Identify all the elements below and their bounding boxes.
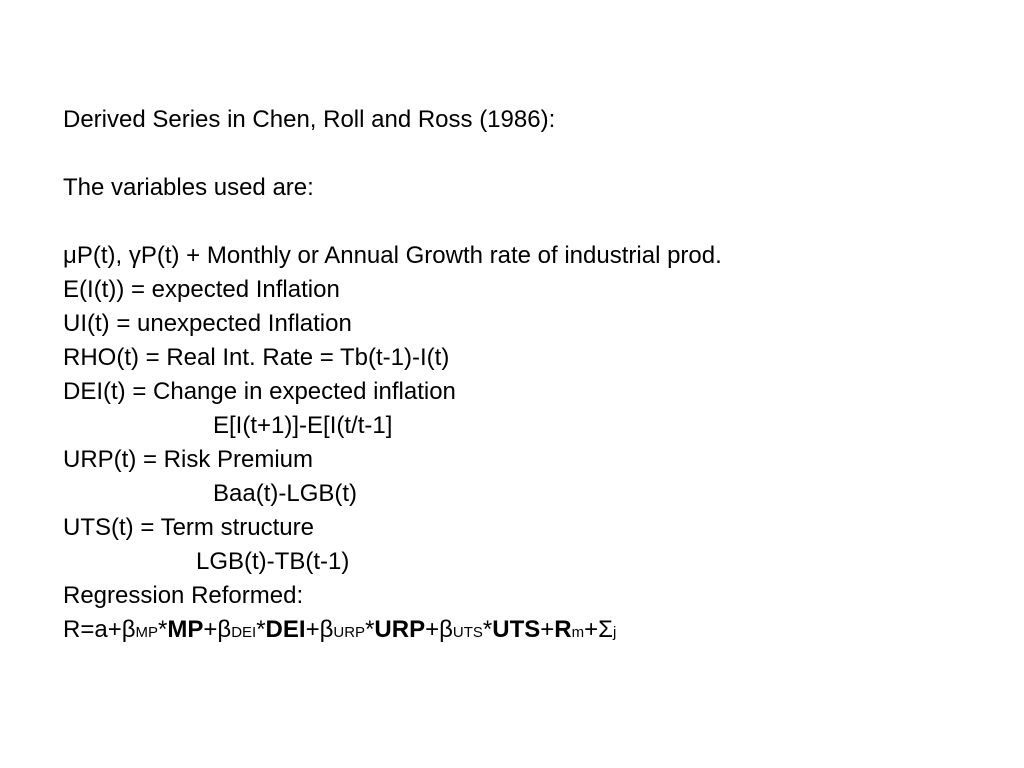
eq-subscript-uts: UTS (452, 624, 483, 641)
variable-line-dei: DEI(t) = Change in expected inflation (63, 378, 456, 405)
eq-part: +Σ (584, 616, 613, 643)
eq-term-r: R (554, 616, 572, 643)
eq-subscript-mp: MP (135, 624, 159, 641)
eq-subscript-dei: DEI (231, 624, 257, 641)
slide-body (63, 103, 1003, 647)
heading: Derived Series in Chen, Roll and Ross (1986): (63, 106, 556, 133)
intro-text: The variables used are: (63, 174, 314, 201)
eq-star: * (158, 616, 168, 643)
eq-subscript-j: j (612, 624, 617, 641)
eq-part: +β (203, 616, 232, 643)
eq-subscript-urp: URP (333, 624, 366, 641)
variable-line-real-interest: RHO(t) = Real Int. Rate = Tb(t-1)-I(t) (63, 344, 450, 371)
eq-star: * (365, 616, 375, 643)
eq-term-uts: UTS (492, 616, 541, 643)
eq-star: * (482, 616, 493, 643)
eq-term-mp: MP (167, 616, 204, 643)
spacer (63, 137, 1003, 171)
eq-part: +β (425, 616, 453, 643)
variable-line-urp: URP(t) = Risk Premium (63, 446, 314, 473)
urp-formula: Baa(t)-LGB(t) (213, 480, 358, 507)
regression-label: Regression Reformed: (63, 582, 304, 609)
eq-term-urp: URP (374, 616, 426, 643)
eq-part: R=a+β (63, 616, 136, 643)
spacer (63, 205, 1003, 239)
eq-part: + (540, 616, 555, 643)
variable-line-uts: UTS(t) = Term structure (63, 514, 314, 541)
uts-formula: LGB(t)-TB(t-1) (196, 548, 350, 575)
variable-line-growth: μP(t), γP(t) + Monthly or Annual Growth rate of industrial prod. (63, 242, 722, 269)
variable-line-expected-inflation: E(I(t)) = expected Inflation (63, 276, 340, 303)
regression-equation (63, 613, 1003, 647)
eq-term-dei: DEI (265, 616, 306, 643)
variable-line-unexpected-inflation: UI(t) = unexpected Inflation (63, 310, 352, 337)
eq-subscript-m: m (571, 624, 585, 641)
dei-formula: E[I(t+1)]-E[I(t/t-1] (213, 412, 393, 439)
eq-part: +β (305, 616, 334, 643)
eq-star: * (256, 616, 266, 643)
